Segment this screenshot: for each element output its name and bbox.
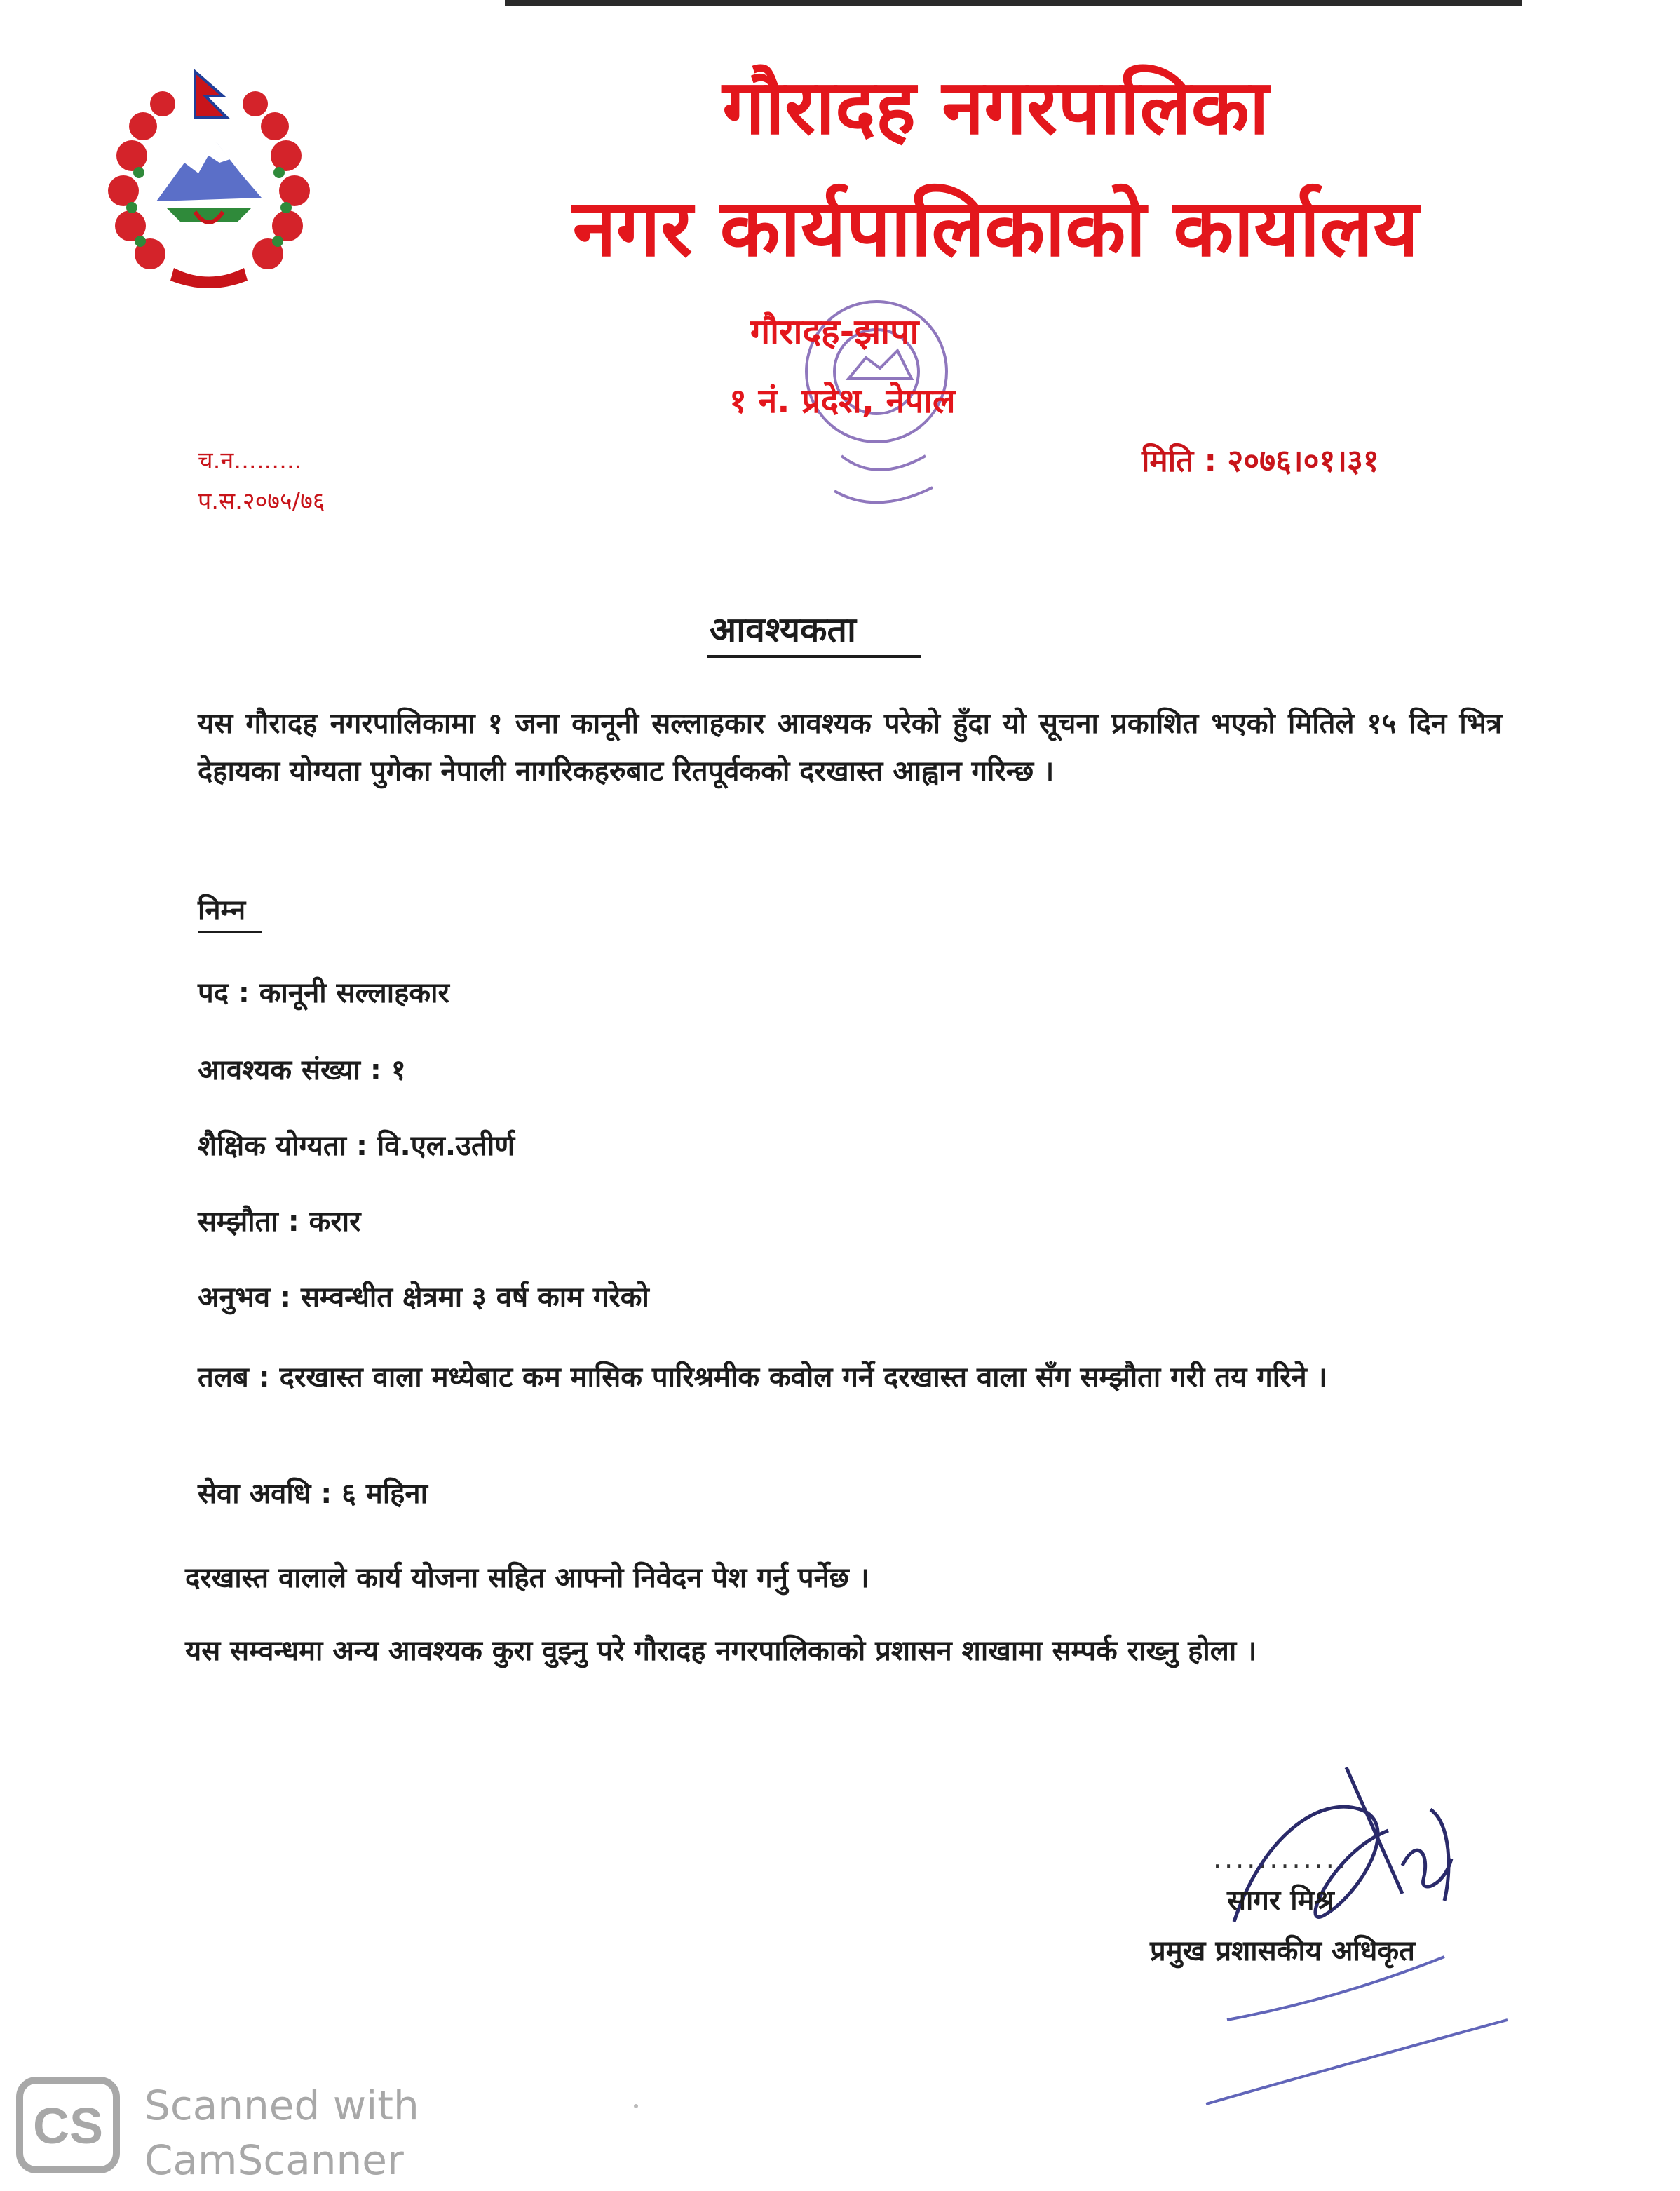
watermark-line2: CamScanner	[144, 2136, 404, 2184]
signatory-name: सागर मिश्र	[1227, 1885, 1334, 1917]
reference-numbers	[198, 440, 325, 522]
notice-intro-paragraph: यस गौरादह नगरपालिकामा १ जना कानूनी सल्लाहकार आवश्यक परेको हुँदा यो सूचना प्रकाशित भएको मितिले १५ दिन भित्र देहायका योग्यता पुगेका नेपाली नागरिकहरुबाट रितपूर्वकको दरखास्त आह्वान गरिन्छ ।	[198, 708, 1502, 788]
field-experience: अनुभव : सम्वन्धीत क्षेत्रमा ३ वर्ष काम गरेको	[198, 1281, 649, 1314]
signature-dots: ............	[1213, 1843, 1348, 1874]
municipality-title: गौरादह नगरपालिका	[722, 64, 1269, 151]
field-salary: तलब : दरखास्त वाला मध्येबाट कम मासिक पारिश्रमीक कवोल गर्ने दरखास्त वाला सँग सम्झौता गरी तय गरिने ।	[198, 1361, 1327, 1394]
notice-date: मिति : २०७६।०१।३१	[1142, 443, 1379, 479]
camscanner-logo-icon	[15, 2076, 121, 2174]
address-district: गौरादह-झापा	[750, 311, 919, 352]
field-agreement: सम्झौता : करार	[198, 1206, 361, 1238]
office-title: नगर कार्यपालिकाको कार्यालय	[572, 183, 1419, 274]
closing-application-note: दरखास्त वालाले कार्य योजना सहित आफ्नो निवेदन पेश गर्नु पर्नेछ ।	[185, 1562, 869, 1594]
address-province: १ नं. प्रदेश, नेपाल	[729, 382, 956, 421]
nepal-emblem-icon	[90, 58, 328, 296]
closing-contact-note: यस सम्वन्धमा अन्य आवश्यक कुरा वुझ्नु परे गौरादह नगरपालिकाको प्रशासन शाखामा सम्पर्क राख्नु होला ।	[185, 1635, 1257, 1667]
field-post: पद : कानूनी सल्लाहकार	[198, 977, 449, 1009]
field-required-count: आवश्यक संख्या : १	[198, 1054, 406, 1086]
notice-heading: आवश्यकता	[710, 609, 856, 650]
field-qualification: शैक्षिक योग्यता : वि.एल.उतीर्ण	[198, 1130, 515, 1162]
officer-name-stamp-icon	[1178, 1943, 1543, 2125]
patra-sankhya: प.स.२०७५/७६	[198, 487, 325, 515]
svg-text:CS: CS	[32, 2098, 104, 2155]
watermark-line1: Scanned with	[144, 2082, 419, 2129]
scan-edge-line	[505, 0, 1522, 6]
heading-underline	[707, 655, 921, 658]
field-service-period: सेवा अवधि : ६ महिना	[198, 1478, 428, 1510]
signatory-designation: प्रमुख प्रशासकीय अधिकृत	[1150, 1935, 1415, 1967]
chalani-number: च.न.........	[198, 447, 302, 475]
section-label-underline	[198, 931, 262, 933]
section-label: निम्न	[198, 894, 246, 926]
scan-speck	[634, 2104, 638, 2108]
